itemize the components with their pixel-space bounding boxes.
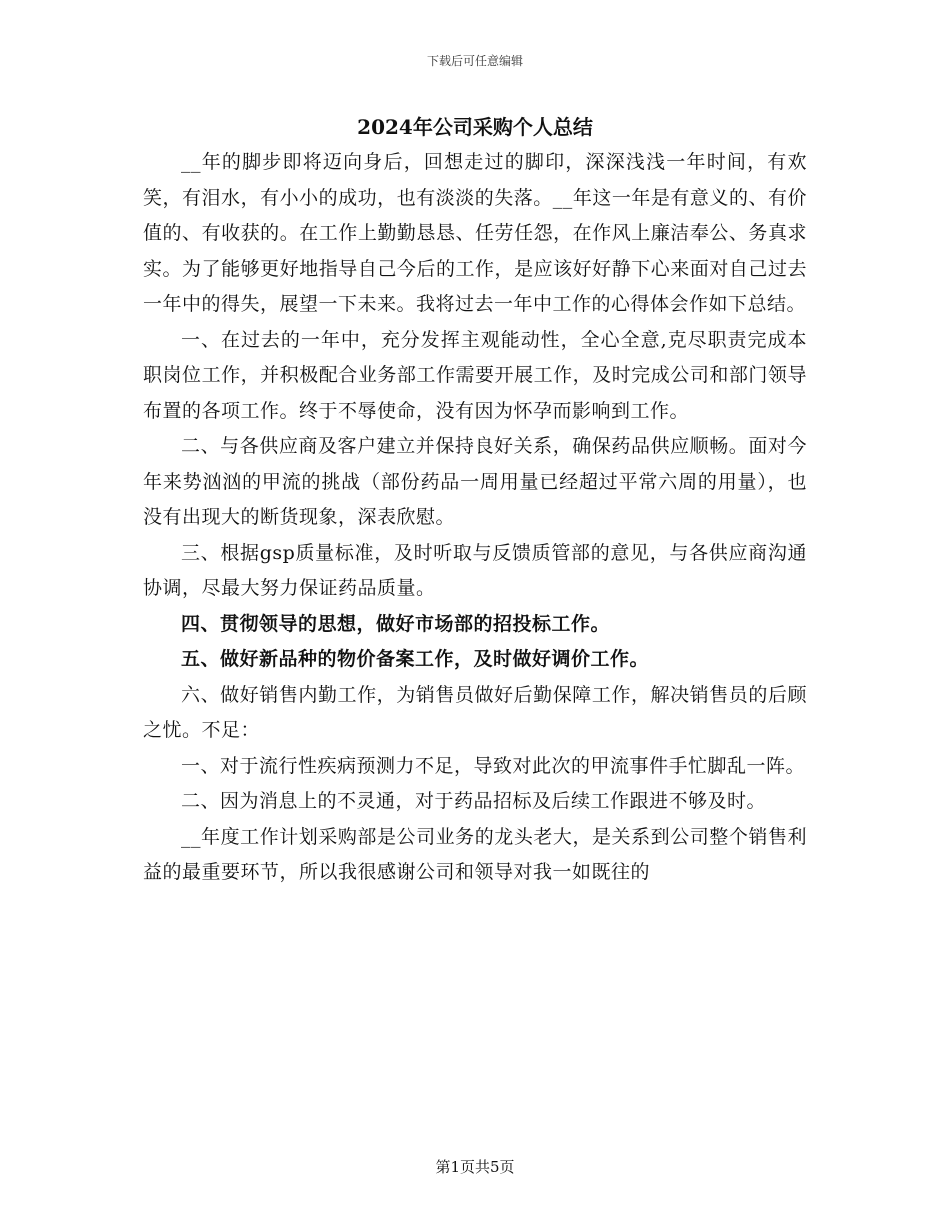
- document-body: [143, 145, 807, 891]
- paragraph-point-3: 三、根据gsp质量标准，及时听取与反馈质管部的意见，与各供应商沟通协调，尽最大努力保证药品质量。: [143, 541, 807, 599]
- page-header-note: 下载后可任意编辑: [426, 54, 523, 68]
- paragraph-intro: __年的脚步即将迈向身后，回想走过的脚印，深深浅浅一年时间，有欢笑，有泪水，有小小的成功，也有淡淡的失落。__年这一年是有意义的、有价值的、有收获的。在工作上勤勤恳恳、任劳任怨，在作风上廉洁奉公、务真求实。为了能够更好地指导自己今后的工作，是应该好好静下心来面对自己过去一年中的得失，展望一下未来。我将过去一年中工作的心得体会作如下总结。: [143, 151, 807, 315]
- paragraph-shortcoming-2: 二、因为消息上的不灵通，对于药品招标及后续工作跟进不够及时。: [181, 790, 767, 812]
- paragraph-point-5: 五、做好新品种的物价备案工作，及时做好调价工作。: [181, 648, 650, 670]
- paragraph-point-4: 四、贯彻领导的思想，做好市场部的招投标工作。: [181, 612, 611, 635]
- paragraph-work-plan: __年度工作计划采购部是公司业务的龙头老大，是关系到公司整个销售利益的最重要环节，所以我很感谢公司和领导对我一如既往的: [143, 825, 807, 883]
- paragraph-point-1: 一、在过去的一年中，充分发挥主观能动性，全心全意,克尽职责完成本职岗位工作，并积极配合业务部工作需要开展工作，及时完成公司和部门领导布置的各项工作。终于不辱使命，没有因为怀孕而影响到工作。: [143, 328, 807, 422]
- paragraph-point-6: 六、做好销售内勤工作，为销售员做好后勤保障工作，解决销售员的后顾之忧。不足：: [143, 683, 807, 741]
- paragraph-point-2: 二、与各供应商及客户建立并保持良好关系，确保药品供应顺畅。面对今年来势汹汹的甲流的挑战（部份药品一周用量已经超过平常六周的用量），也没有出现大的断货现象，深表欣慰。: [143, 435, 807, 528]
- paragraph-shortcoming-1: 一、对于流行性疾病预测力不足，导致对此次的甲流事件手忙脚乱一阵。: [181, 754, 806, 777]
- page-number: 第1页共5页: [435, 1158, 515, 1176]
- document-title: 2024年公司采购个人总结: [357, 115, 593, 139]
